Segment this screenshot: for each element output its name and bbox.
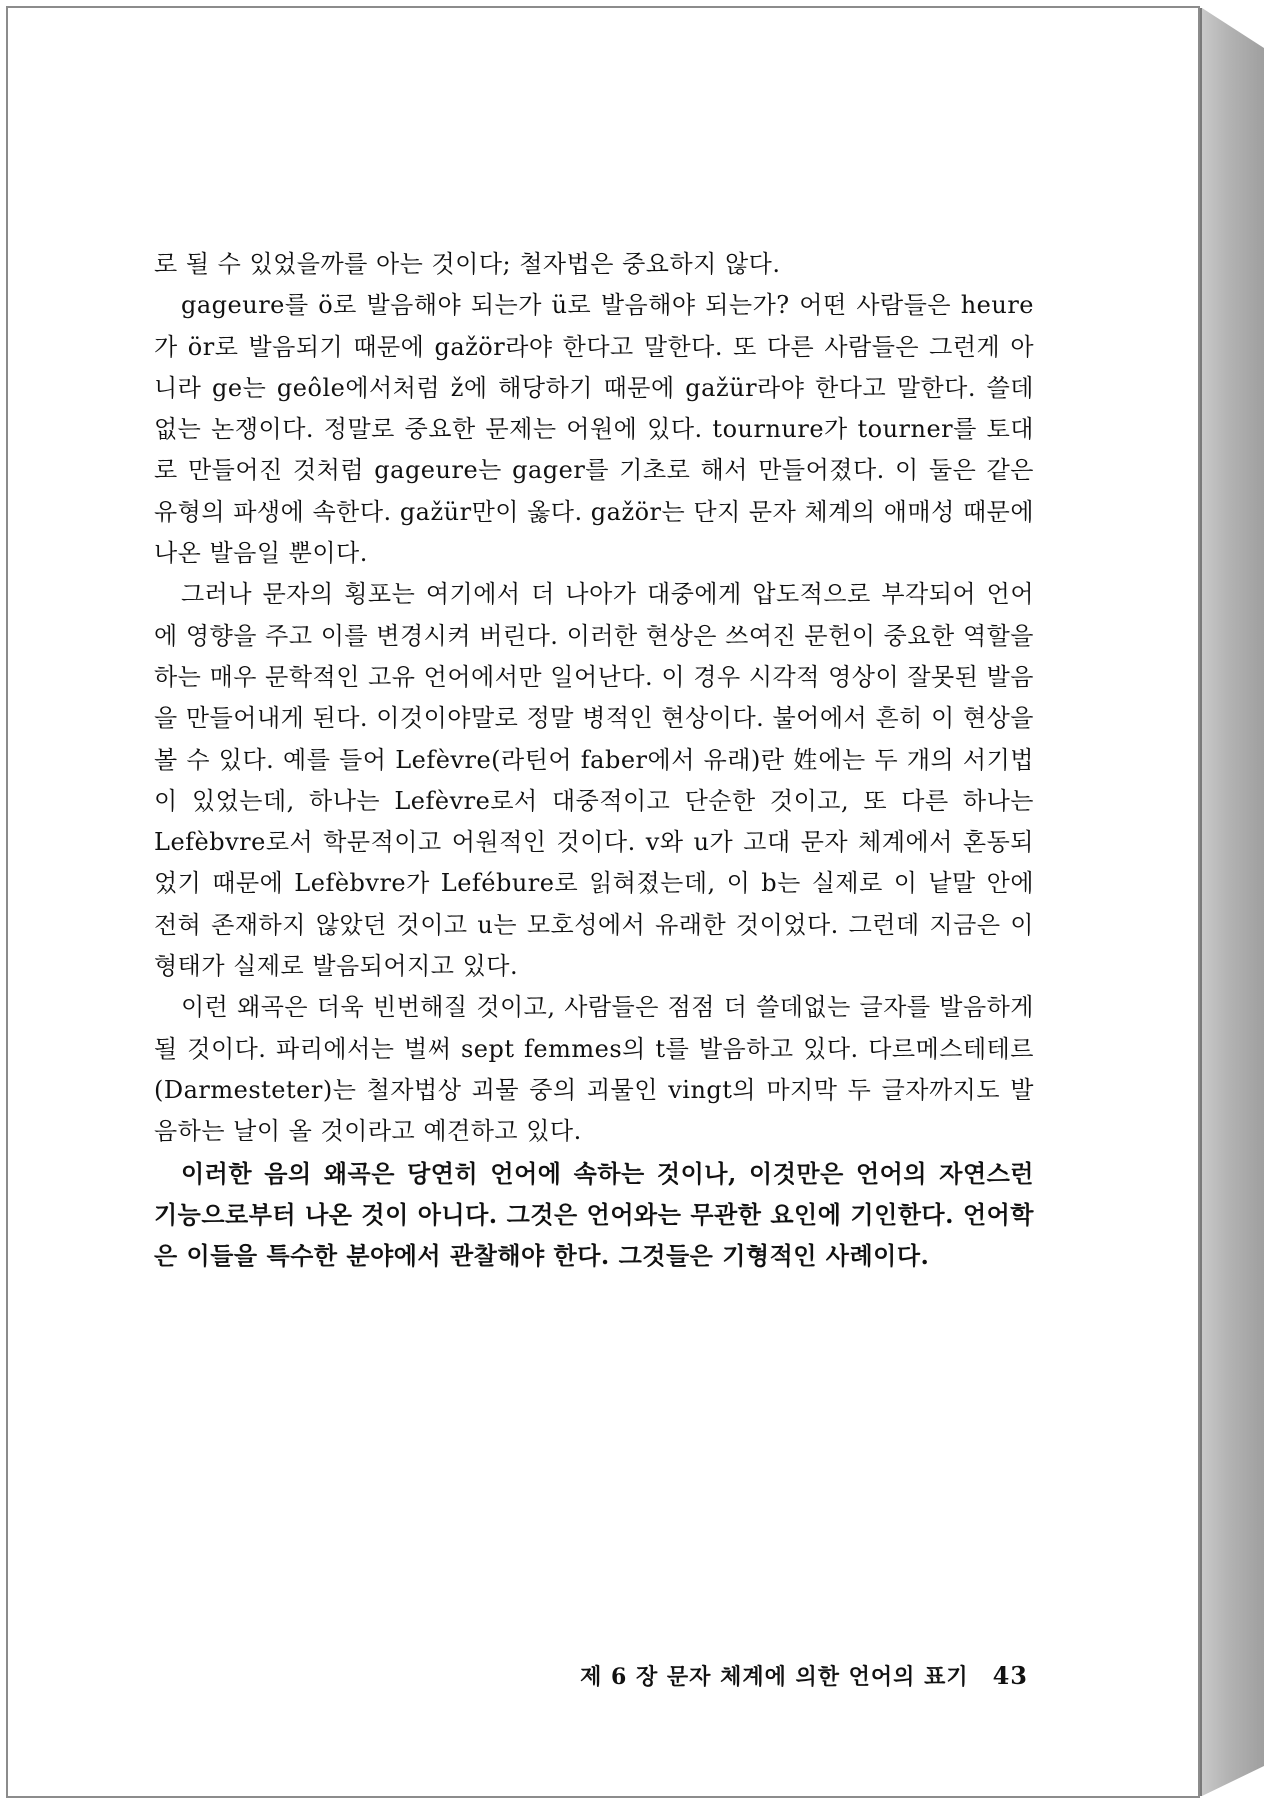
paragraph-distortion: 이런 왜곡은 더욱 빈번해질 것이고, 사람들은 점점 더 쓸데없는 글자를 발음하게 될 것이다. 파리에서는 벌써 sept femmes의 t를 발음하고 있다. 다르메스테테르(Darmesteter)는 철자법상 괴물 중의 괴물인 vingt의 마지막 두 글자까지도 발음하는 날이 올 것이라고 예견하고 있다.	[154, 993, 1034, 1146]
book-page-stack-edge	[1202, 8, 1264, 1796]
paragraph-conclusion: 이러한 음의 왜곡은 당연히 언어에 속하는 것이나, 이것만은 언어의 자연스런 기능으로부터 나온 것이 아니다. 그것은 언어와는 무관한 요인에 기인한다. 언어학은 이들을 특수한 분야에서 관찰해야 한다. 그것들은 기형적인 사례이다.	[154, 1158, 1034, 1271]
paragraph-gageure: gageure를 ö로 발음해야 되는가 ü로 발음해야 되는가? 어떤 사람들은 heure가 ör로 발음되기 때문에 gažör라야 한다고 말한다. 또 다른 사람들은 그런게 아니라 ge는 geôle에서처럼 ž에 해당하기 때문에 gažür라야 한다고 말한다. 쓸데없는 논쟁이다. 정말로 중요한 문제는 어원에 있다. tournure가 tourner를 토대로 만들어진 것처럼 gageure는 gager를 기초로 해서 만들어졌다. 이 둘은 같은 유형의 파생에 속한다. gažür만이 옳다. gažör는 단지 문자 체계의 애매성 때문에 나온 발음일 뿐이다.	[154, 291, 1034, 568]
body-text	[154, 244, 1034, 1276]
running-footer	[528, 1660, 1028, 1691]
paragraph-continuation: 로 될 수 있었을까를 아는 것이다; 철자법은 중요하지 않다.	[154, 250, 781, 278]
paragraph-tyranny-of-letters: 그러나 문자의 횡포는 여기에서 더 나아가 대중에게 압도적으로 부각되어 언어에 영향을 주고 이를 변경시켜 버린다. 이러한 현상은 쓰여진 문헌이 중요한 역할을 하는 매우 문학적인 고유 언어에서만 일어난다. 이 경우 시각적 영상이 잘못된 발음을 만들어내게 된다. 이것이야말로 정말 병적인 현상이다. 불어에서 흔히 이 현상을 볼 수 있다. 예를 들어 Lefèvre(라틴어 faber에서 유래)란 姓에는 두 개의 서기법이 있었는데, 하나는 Lefèvre로서 대중적이고 단순한 것이고, 또 다른 하나는 Lefèbvre로서 학문적이고 어원적인 것이다. v와 u가 고대 문자 체계에서 혼동되었기 때문에 Lefèbvre가 Lefébure로 읽혀졌는데, 이 b는 실제로 이 낱말 안에 전혀 존재하지 않았던 것이고 u는 모호성에서 유래한 것이었다. 그런데 지금은 이 형태가 실제로 발음되어지고 있다.	[154, 580, 1034, 981]
page-number: 43	[992, 1661, 1028, 1690]
chapter-title: 제 6 장 문자 체계에 의한 언어의 표기	[580, 1664, 969, 1690]
